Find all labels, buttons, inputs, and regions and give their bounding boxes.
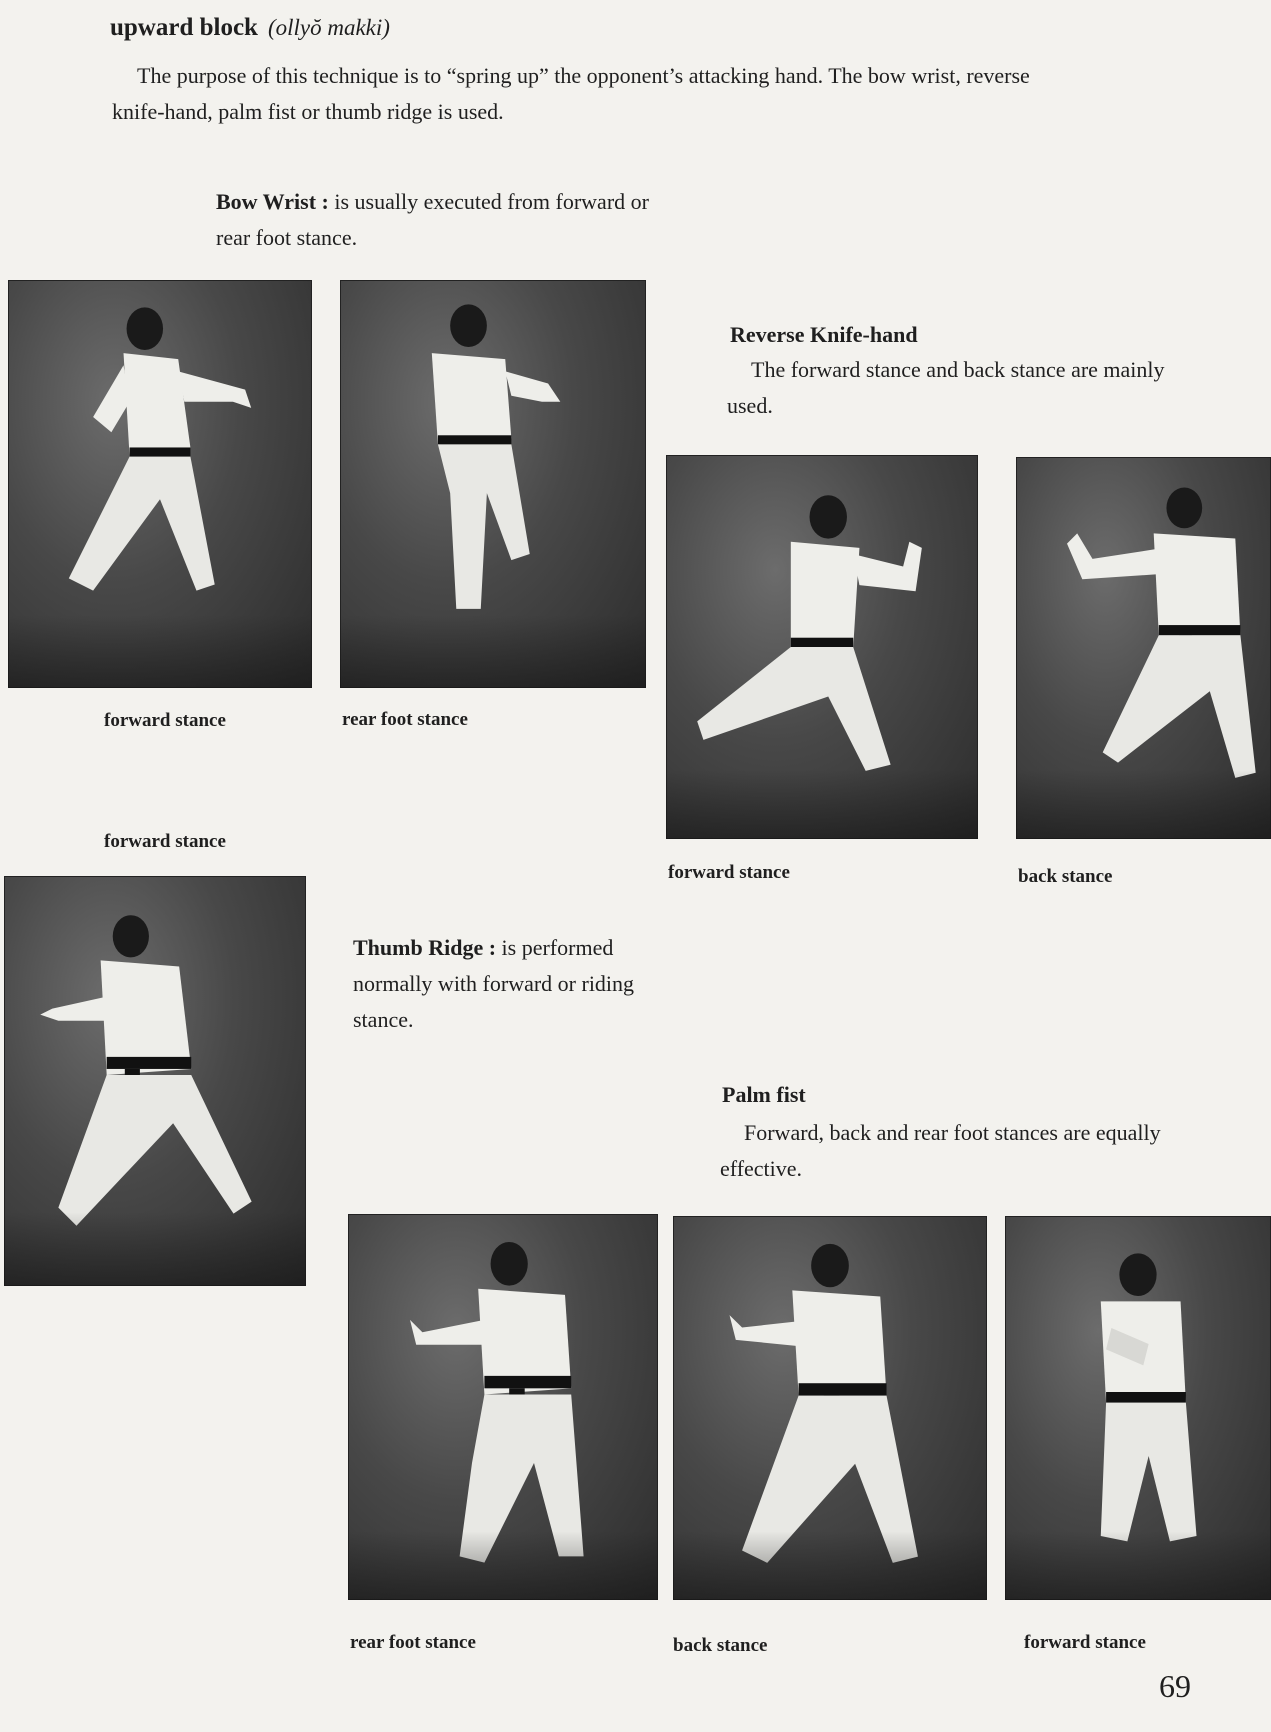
photo-palm-fist-rear-foot-stance (348, 1214, 658, 1600)
reverse-knife-hand-text: The forward stance and back stance are mainly used. (727, 357, 1165, 418)
section-title: upward block (110, 14, 258, 41)
palm-fist-text: Forward, back and rear foot stances are equally effective. (720, 1120, 1161, 1181)
karateka-figure (666, 455, 978, 839)
section-subtitle: (ollyŏ makki) (267, 15, 390, 40)
caption-palm-fist-rear-foot: rear foot stance (350, 1632, 476, 1653)
caption-reverse-knife-hand-back: back stance (1018, 866, 1113, 887)
caption-palm-fist-forward: forward stance (1024, 1632, 1146, 1653)
caption-palm-fist-back: back stance (673, 1635, 768, 1656)
photo-palm-fist-forward-stance (1005, 1216, 1271, 1600)
photo-thumb-ridge-forward-stance (4, 876, 306, 1286)
bow-wrist-heading: Bow Wrist : (216, 189, 329, 214)
caption-reverse-knife-hand-forward: forward stance (668, 862, 790, 883)
reverse-knife-hand-heading: Reverse Knife-hand (730, 322, 918, 347)
photo-bow-wrist-forward-stance (8, 280, 312, 688)
caption-bow-wrist-rear-foot: rear foot stance (342, 709, 468, 730)
bow-wrist-text: is usually executed from forward or rear foot stance. (216, 189, 649, 250)
palm-fist-heading: Palm fist (722, 1082, 806, 1107)
photo-palm-fist-back-stance (673, 1216, 987, 1600)
intro-paragraph: The purpose of this technique is to “spring up” the opponent’s attacking hand. The bow wrist, reverse knife-hand, palm fist or thumb ridge is used. (112, 63, 1030, 124)
caption-bow-wrist-forward: forward stance (104, 710, 226, 731)
page-number: 69 (1159, 1668, 1191, 1704)
photo-reverse-knife-hand-forward-stance (666, 455, 978, 839)
karateka-figure (4, 876, 306, 1286)
bow-wrist-description (216, 184, 656, 256)
thumb-ridge-text: is performed normally with forward or riding stance. (353, 935, 635, 1032)
photo-reverse-knife-hand-back-stance (1016, 457, 1271, 839)
photo-bow-wrist-rear-foot-stance (340, 280, 646, 688)
caption-thumb-ridge-forward: forward stance (104, 831, 226, 852)
karateka-figure (673, 1216, 987, 1600)
karateka-figure (348, 1214, 658, 1600)
karateka-figure (1016, 457, 1271, 839)
karateka-figure (1005, 1216, 1271, 1600)
page-title (110, 14, 390, 42)
thumb-ridge-description (353, 930, 673, 1038)
karateka-figure (340, 280, 646, 688)
thumb-ridge-heading: Thumb Ridge : (353, 935, 497, 960)
karateka-figure (8, 280, 312, 688)
